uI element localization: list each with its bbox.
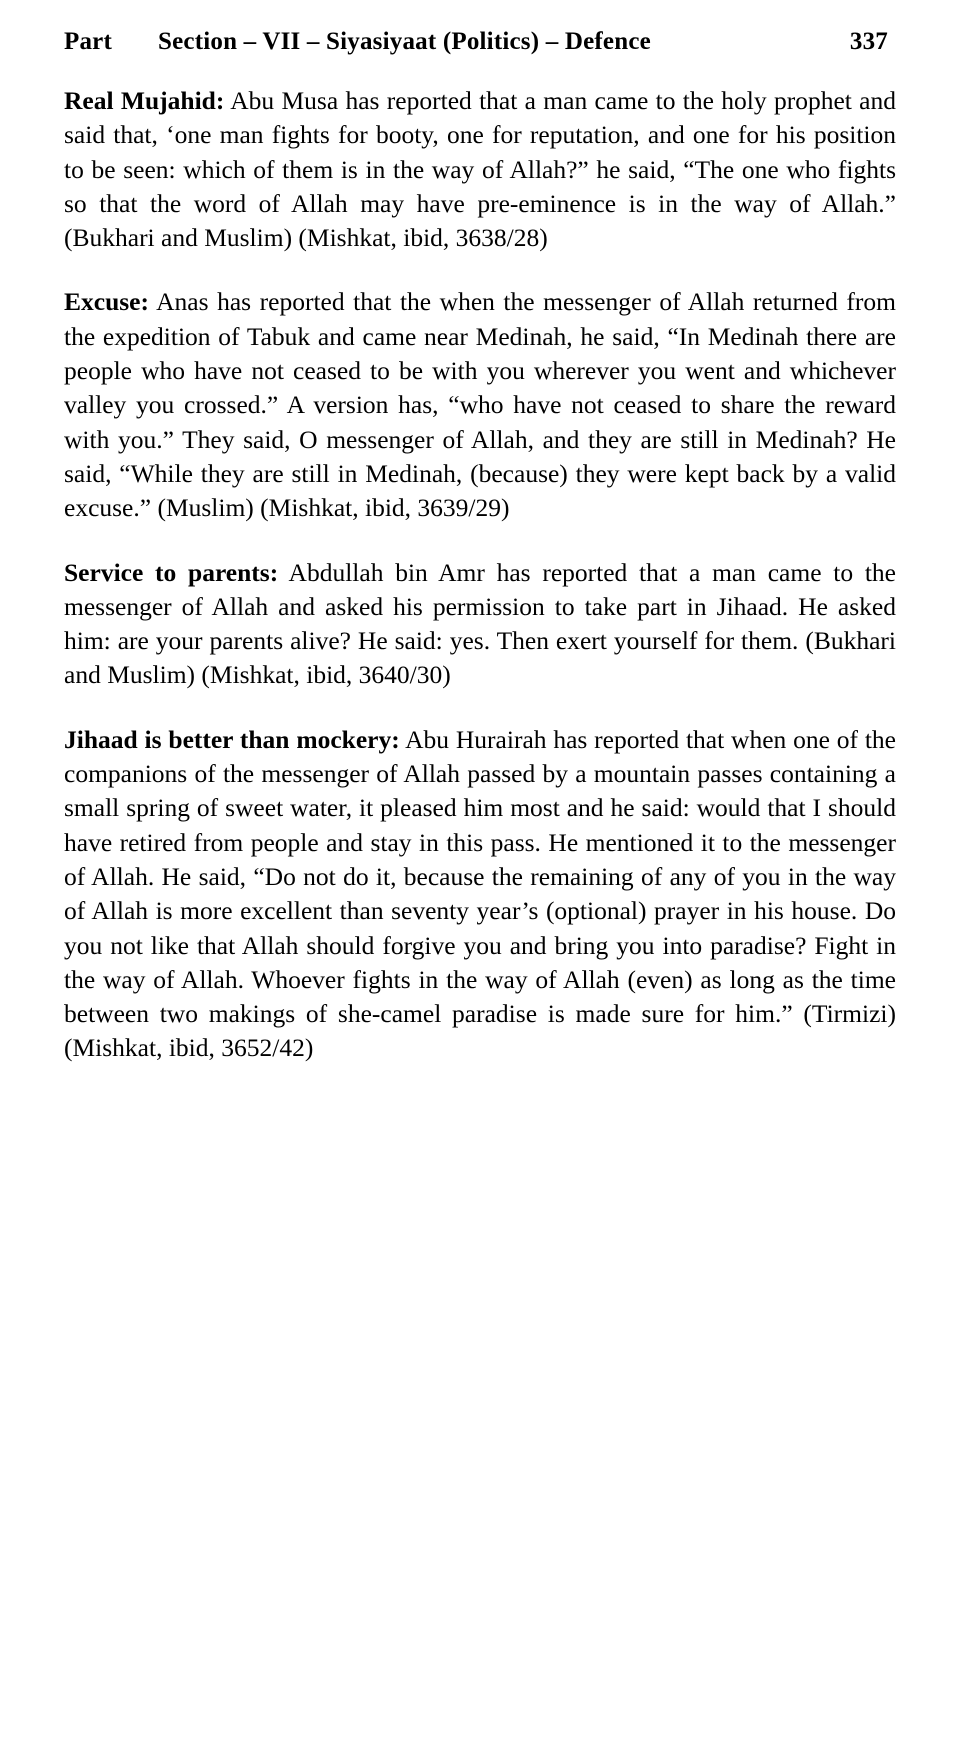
paragraph-text: Abu Hurairah has reported that when one of the companions of the messenger of Allah passed by a mountain passes containing a small spring of sweet water, it pleased him most and he said: would that I should have retired from people and stay in this pass. He mentioned it to the messenger of Allah. He said, “Do not do it, because the remaining of any of you in the way of Allah is more excellent than seventy year’s (optional) prayer in his house. Do you not like that Allah should forgive you and bring you into paradise? Fight in the way of Allah. Whoever fights in the way of Allah (even) as long as the time between two makings of she-camel paradise is made sure for him.” (Tirmizi) (Mishkat, ibid, 3652/42) (64, 724, 897, 1063)
paragraph-lead-in: Excuse: (64, 287, 149, 317)
paragraph-text: Anas has reported that the when the messenger of Allah returned from the expedition of Tabuk and came near Medinah, he said, “In Medinah there are people who have not ceased to be with you wherever you went and whichever valley you crossed.” A version has, “who have not ceased to share the reward with you.” They said, O messenger of Allah, and they are still in Medinah? He said, “While they are still in Medinah, (because) they were kept back by a valid excuse.” (Muslim) (Mishkat, ibid, 3639/29) (64, 287, 896, 523)
paragraph-real-mujahid (64, 84, 896, 255)
paragraph-lead-in: Real Mujahid: (64, 86, 225, 115)
paragraph-jihaad-better-than-mockery (64, 723, 896, 1066)
page-number: 337 (849, 28, 888, 55)
paragraph-lead-in: Service to parents: (64, 557, 279, 587)
page-body (64, 84, 896, 1066)
header-part-label: Part (64, 28, 112, 55)
paragraph-lead-in: Jihaad is better than mockery: (64, 724, 400, 754)
paragraph-text: Abu Musa has reported that a man came to the holy prophet and said that, ‘one man fights for booty, one for reputation, and one for his position to be seen: which of them is in the way of Allah?” he said, “The one who fights so that the word of Allah may have pre-eminence is in the way of Allah.” (Bukhari and Muslim) (Mishkat, ibid, 3638/28) (64, 86, 896, 253)
page-header (64, 28, 896, 56)
header-section-title: Section – VII – Siyasiyaat (Politics) – Defence (158, 28, 651, 55)
paragraph-excuse (64, 285, 896, 525)
paragraph-text: Abdullah bin Amr has reported that a man came to the messenger of Allah and asked his permission to take part in Jihaad. He asked him: are your parents alive? He said: yes. Then exert yourself for them. (Bukhari and Muslim) (Mishkat, ibid, 3640/30) (64, 557, 896, 690)
paragraph-service-to-parents (64, 556, 896, 693)
